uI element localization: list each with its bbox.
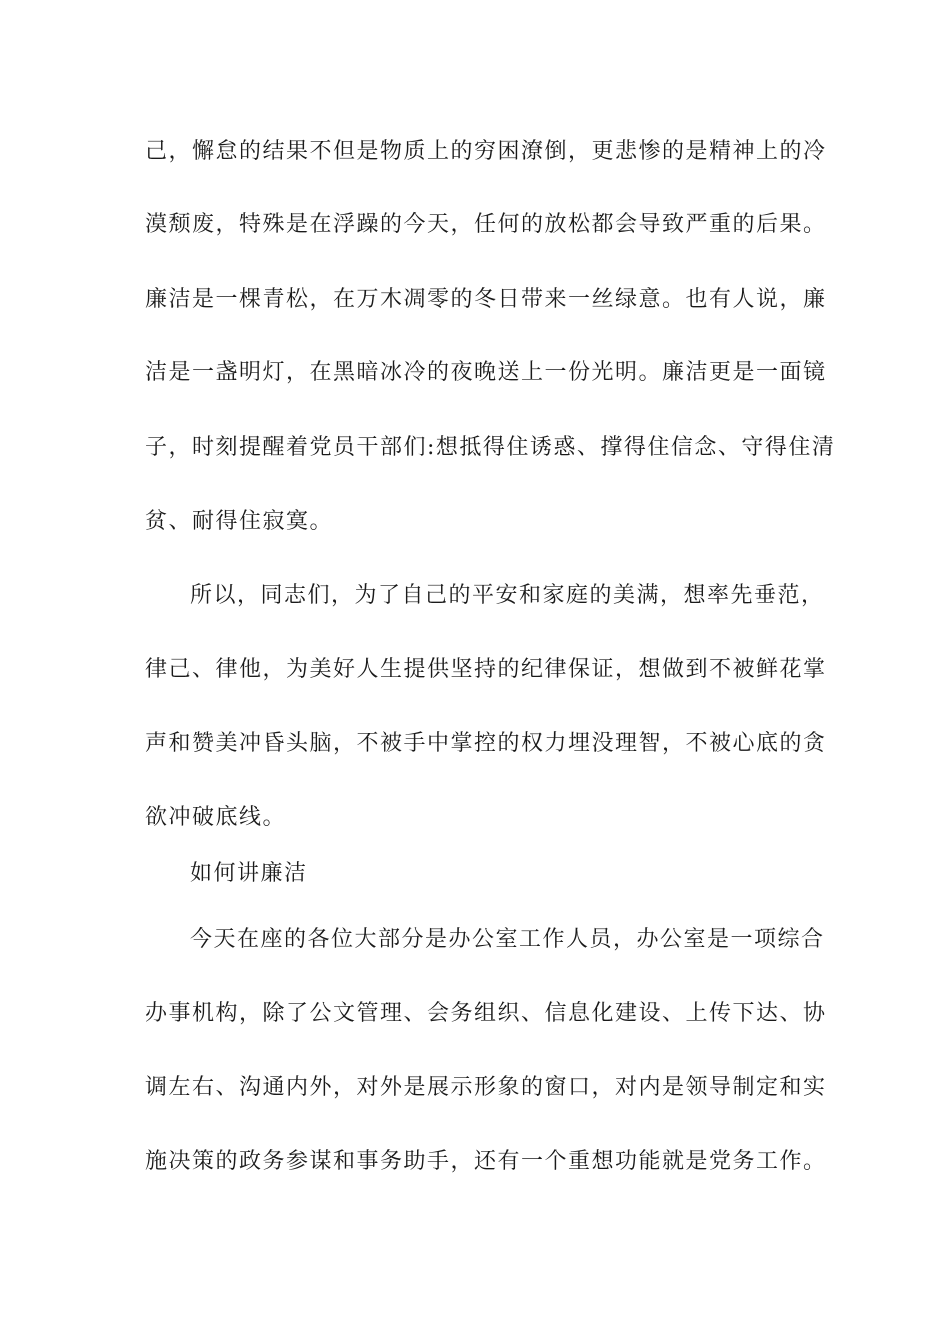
paragraph-first-line: 所以，同志们，为了自己的平安和家庭的美满，想率先垂范，: [190, 583, 825, 608]
text-line: 己，懈怠的结果不但是物质上的穷困潦倒，更悲惨的是精神上的冷: [145, 139, 827, 164]
text-line: 办事机构，除了公文管理、会务组织、信息化建设、上传下达、协: [145, 1001, 827, 1026]
text-line: 施决策的政务参谋和事务助手，还有一个重想功能就是党务工作。: [145, 1149, 827, 1174]
text-line: 欲冲破底线。: [145, 805, 287, 830]
text-line: 漠颓废，特殊是在浮躁的今天，任何的放松都会导致严重的后果。: [145, 212, 827, 237]
paragraph-first-line: 今天在座的各位大部分是办公室工作人员，办公室是一项综合: [190, 927, 825, 952]
text-line: 洁是一盏明灯，在黑暗冰冷的夜晚送上一份光明。廉洁更是一面镜: [145, 360, 827, 385]
text-line: 声和赞美冲昏头脑，不被手中掌控的权力埋没理智，不被心底的贪: [145, 731, 827, 756]
text-line: 廉洁是一棵青松，在万木凋零的冬日带来一丝绿意。也有人说，廉: [145, 287, 827, 312]
text-line: 子，时刻提醒着党员干部们:想抵得住诱惑、撑得住信念、守得住清: [145, 435, 836, 460]
text-line: 律己、律他，为美好人生提供坚持的纪律保证，想做到不被鲜花掌: [145, 657, 827, 682]
text-line: 调左右、沟通内外，对外是展示形象的窗口，对内是领导制定和实: [145, 1075, 827, 1100]
text-line: 贫、耐得住寂寞。: [145, 509, 334, 534]
section-heading: 如何讲廉洁: [190, 861, 308, 886]
